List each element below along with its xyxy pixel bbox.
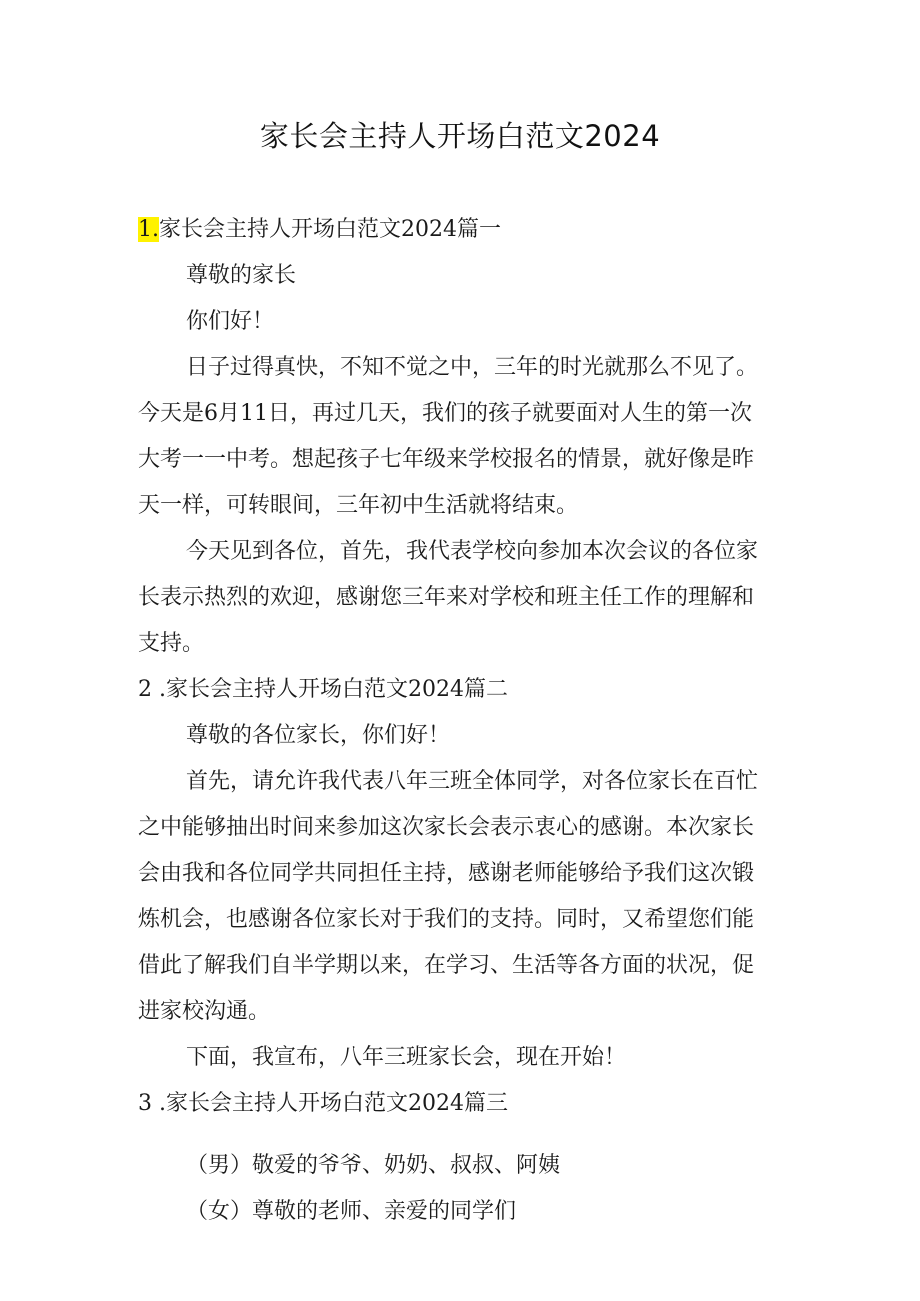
document-body xyxy=(138,207,786,1235)
paragraph-line: 大考一一中考。想起孩子七年级来学校报名的情景，就好像是昨 xyxy=(138,447,755,472)
section-heading-text: 家长会主持人开场白范文2024篇一 xyxy=(159,217,501,242)
paragraph-line: 借此了解我们自半学期以来，在学习、生活等各方面的状况，促 xyxy=(138,953,755,978)
paragraph-line: 炼机会，也感谢各位家长对于我们的支持。同时，又希望您们能 xyxy=(138,907,755,932)
paragraph-line: 今天见到各位，首先，我代表学校向参加本次会议的各位家 xyxy=(186,539,759,564)
dialogue-line-male: （男）敬爱的爷爷、奶奶、叔叔、阿姨 xyxy=(186,1153,561,1178)
paragraph-line: 长表示热烈的欢迎，感谢您三年来对学校和班主任工作的理解和 xyxy=(138,585,755,610)
paragraph-line: 支持。 xyxy=(138,631,205,656)
page-title: 家长会主持人开场白范文2024 xyxy=(259,119,661,153)
greeting: 你们好！ xyxy=(186,309,275,334)
spacer xyxy=(138,1127,786,1143)
section-heading-1 xyxy=(138,207,786,253)
salutation: 尊敬的各位家长，你们好！ xyxy=(186,723,451,748)
section-heading-3: 3 .家长会主持人开场白范文2024篇三 xyxy=(138,1091,508,1116)
paragraph-line: 进家校沟通。 xyxy=(138,999,271,1024)
paragraph-line: 会由我和各位同学共同担任主持，感谢老师能够给予我们这次锻 xyxy=(138,861,755,886)
section-heading-2: 2 .家长会主持人开场白范文2024篇二 xyxy=(138,677,508,702)
paragraph-line: 下面，我宣布，八年三班家长会，现在开始！ xyxy=(186,1045,627,1070)
paragraph-line: 首先，请允许我代表八年三班全体同学，对各位家长在百忙 xyxy=(186,769,759,794)
salutation: 尊敬的家长 xyxy=(186,263,297,288)
paragraph-line: 之中能够抽出时间来参加这次家长会表示衷心的感谢。本次家长 xyxy=(138,815,755,840)
paragraph-line: 日子过得真快，不知不觉之中，三年的时光就那么不见了。 xyxy=(186,355,759,380)
dialogue-line-female: （女）尊敬的老师、亲爱的同学们 xyxy=(186,1199,517,1224)
paragraph-line: 今天是6月11日，再过几天，我们的孩子就要面对人生的第一次 xyxy=(138,401,752,426)
paragraph-line: 天一样，可转眼间，三年初中生活就将结束。 xyxy=(138,493,579,518)
highlighted-number: 1. xyxy=(138,217,159,242)
